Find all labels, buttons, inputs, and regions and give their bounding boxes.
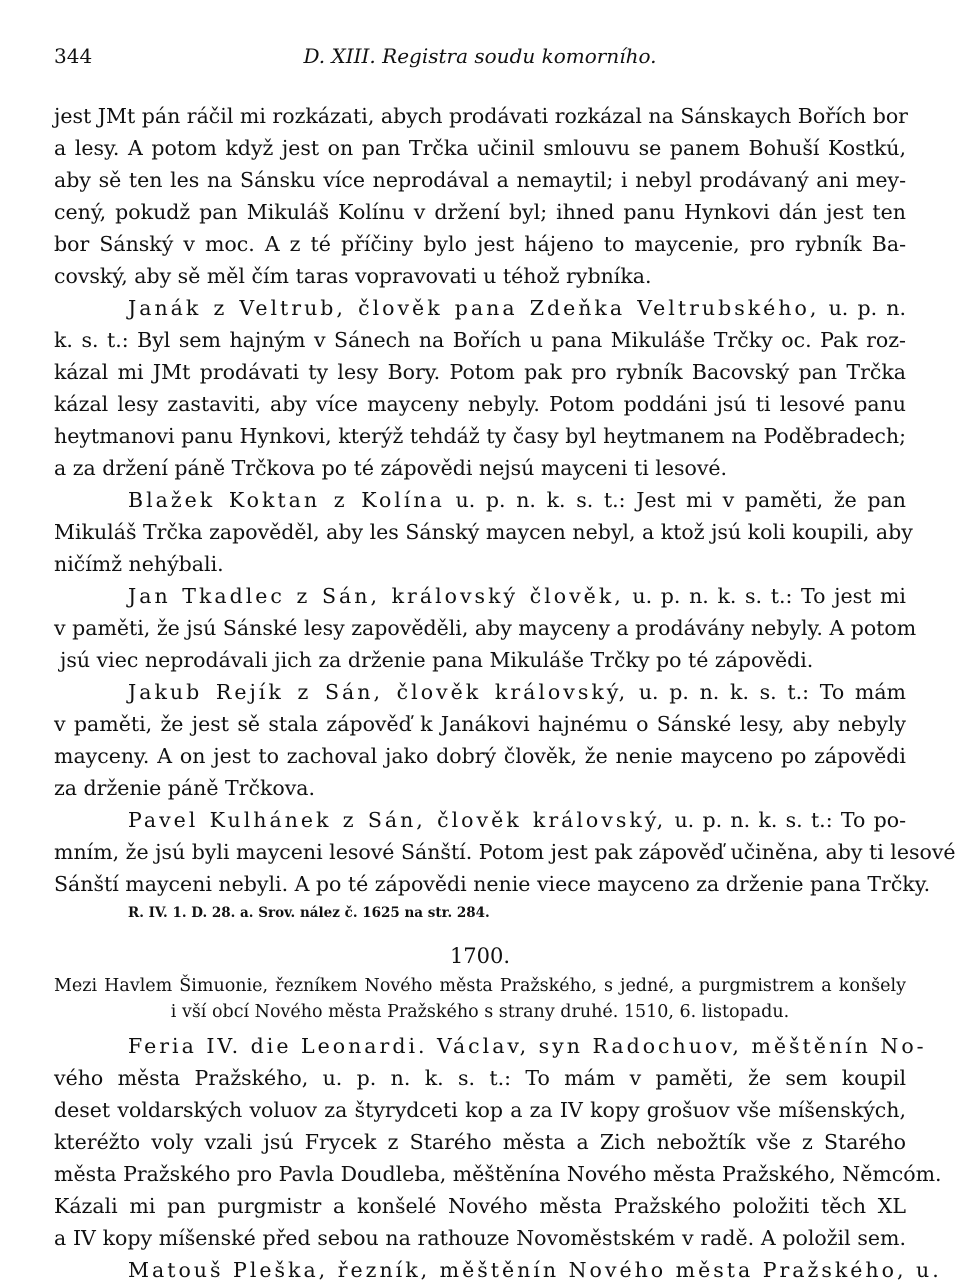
text-line: a IV kopy míšenské před sebou na rathouze Novoměstském v radě. A položil sem. <box>54 1226 906 1250</box>
text-line: covský, aby sě měl čím taras vopravovati u téhož rybníka. <box>54 264 652 288</box>
text-line: v paměti, že jsú Sánské lesy zapověděli, aby mayceny a prodávány nebyly. A potom <box>54 616 917 640</box>
text-line: kázal mi JMt prodávati ty lesy Bory. Potom pak pro rybník Bacovský pan Trčka <box>54 360 906 384</box>
witness-line: Janák z Veltrub, člověk pana Zdeňka Veltrubského, u. p. n. <box>128 296 906 320</box>
text-line: bor Sánský v moc. A z té příčiny bylo jest hájeno to maycenie, pro rybník Ba- <box>54 232 906 256</box>
page-number: 344 <box>54 44 93 68</box>
witness-name: Janák z Veltrub, člověk pana Zdeňka Veltrubského, <box>128 296 820 320</box>
text-line: Kázali mi pan purgmistr a konšelé Nového města Pražského položiti těch XL <box>54 1194 906 1218</box>
entry-intro-line: Feria IV. die Leonardi. Václav, syn Radochuov, měštěnín No- <box>128 1034 927 1058</box>
witness-name: Jakub Rejík z Sán, člověk královský, <box>128 680 629 704</box>
text-line: k. s. t.: Byl sem hajným v Sánech na Bořích u pana Mikuláše Trčky oc. Pak roz- <box>54 328 906 352</box>
witness-line: Pavel Kulhánek z Sán, člověk královský, u. p. n. k. s. t.: To po- <box>128 808 906 832</box>
text-line: mayceny. A on jest to zachoval jako dobrý člověk, že nenie mayceno po zápovědi <box>54 744 906 768</box>
text-line: kteréžto voly vzali jsú Frycek z Starého města a Zich nebožtík vše z Starého <box>54 1130 906 1154</box>
text-line: deset voldarských voluov za štyrydceti kop a za IV kopy grošuov vše míšenských, <box>54 1098 906 1122</box>
text-line: a za držení páně Trčkova po té zápovědi nejsú mayceni ti lesové. <box>54 456 728 480</box>
archive-reference: R. IV. 1. D. 28. a. Srov. nález č. 1625 na str. 284. <box>128 905 490 921</box>
text-line: za drženie páně Trčkova. <box>54 776 316 800</box>
text-line: vého města Pražského, u. p. n. k. s. t.: To mám v paměti, že sem koupil <box>54 1066 906 1090</box>
text-line: aby sě ten les na Sánsku více neprodával a nemaytil; i nebyl prodávaný ani mey- <box>54 168 906 192</box>
text-line: heytmanovi panu Hynkovi, kterýž tehdáž ty časy byl heytmanem na Poděbradech; <box>54 424 906 448</box>
page-header <box>54 44 906 76</box>
text-line: města Pražského pro Pavla Doudleba, měštěnína Nového města Pražského, Němcóm. <box>54 1162 942 1186</box>
running-head: D. XIII. Registra soudu komorního. <box>303 44 657 68</box>
entry-summary-line: Mezi Havlem Šimuonie, řezníkem Nového města Pražského, s jedné, a purgmistrem a konšely <box>54 976 906 996</box>
text-line: kázal lesy zastaviti, aby více mayceny nebyly. Potom poddáni jsú ti lesové panu <box>54 392 906 416</box>
text-line: v paměti, že jest sě stala zápověď k Janákovi hajnému o Sánské lesy, aby nebyly <box>54 712 906 736</box>
entry-number: 1700. <box>449 944 511 968</box>
text-line: cený, pokudž pan Mikuláš Kolínu v držení byl; ihned panu Hynkovi dán jest ten <box>54 200 906 224</box>
text-line: Sánští mayceni nebyli. A po té zápovědi nenie viece mayceno za drženie pana Trčky. <box>54 872 931 896</box>
text-line: Mikuláš Trčka zapověděl, aby les Sánský maycen nebyl, a ktož jsú koli koupili, aby <box>54 520 913 544</box>
text-line: ničímž nehýbali. <box>54 552 224 576</box>
witness-name: Pavel Kulhánek z Sán, člověk královský, <box>128 808 667 832</box>
witness-name: Blažek Koktan z Kolína <box>128 488 445 512</box>
text-line: Matouš Pleška, řezník, měštěnín Nového města Pražského, u. <box>128 1258 942 1282</box>
witness-line: Blažek Koktan z Kolína u. p. n. k. s. t.: Jest mi v paměti, že pan <box>128 488 906 512</box>
text-line: jsú viec neprodávali jich za drženie pana Mikuláše Trčky po té zápovědi. <box>60 648 814 672</box>
text-line: a lesy. A potom když jest on pan Trčka učinil smlouvu se panem Bohuší Kostkú, <box>54 136 906 160</box>
witness-name: Jan Tkadlec z Sán, královský člověk, <box>128 584 624 608</box>
text-line: mním, že jsú byli mayceni lesové Sánští. Potom jest pak zápověď učiněna, aby ti lesové <box>54 840 956 864</box>
entry-summary-line: i vší obcí Nového města Pražského s strany druhé. 1510, 6. listopadu. <box>170 1002 790 1022</box>
witness-line: Jan Tkadlec z Sán, královský člověk, u. p. n. k. s. t.: To jest mi <box>128 584 906 608</box>
text-line: jest JMt pán ráčil mi rozkázati, abych prodávati rozkázal na Sánskaych Bořích bor <box>54 104 908 128</box>
witness-line: Jakub Rejík z Sán, člověk královský, u. p. n. k. s. t.: To mám <box>128 680 906 704</box>
